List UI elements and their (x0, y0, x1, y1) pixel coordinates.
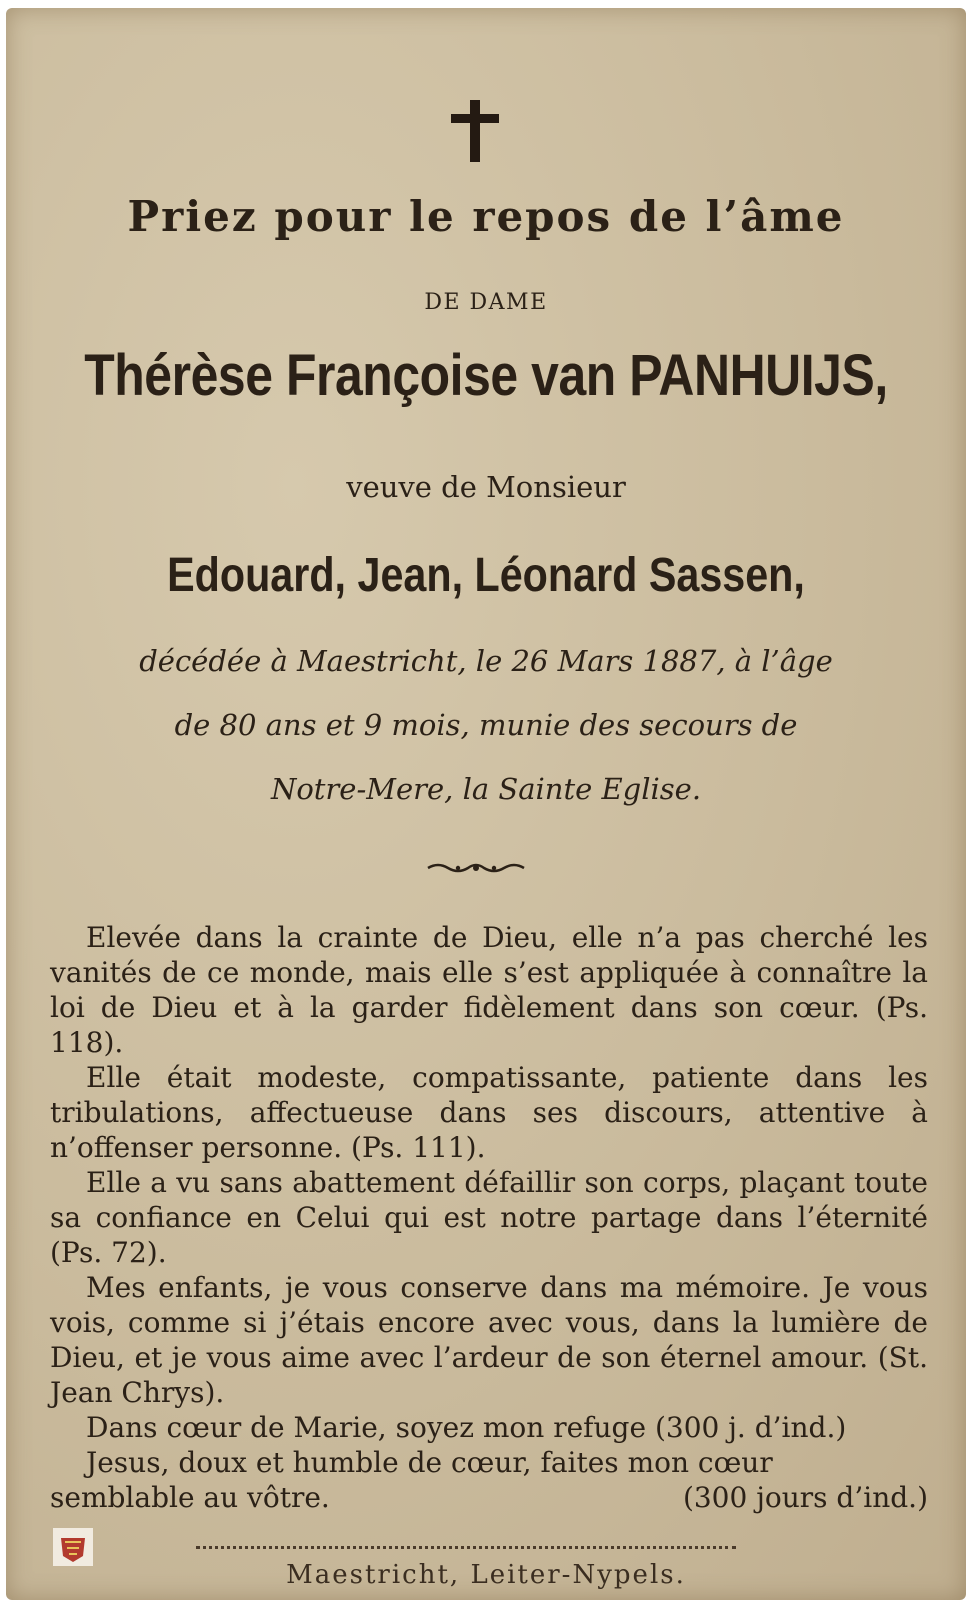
paragraph: Elle a vu sans abattement défaillir son corps, plaçant toute sa confiance en Celui qui est notre partage dans l’éternité (Ps. 72). (50, 1166, 928, 1269)
de-dame-label: DE DAME (424, 290, 548, 315)
deceased-name: Thérèse Françoise van PANHUIJS, (84, 343, 888, 408)
death-line-1: décédée à Maestricht, le 26 Mars 1887, à l’âge (139, 644, 833, 678)
final-line (50, 1480, 928, 1515)
paragraph: Jesus, doux et humble de cœur, faites mon cœur (86, 1446, 773, 1479)
widow-label: veuve de Monsieur (346, 470, 626, 504)
final-line-left: semblable au vôtre. (50, 1481, 330, 1514)
final-line-right: (300 jours d’ind.) (682, 1481, 928, 1514)
paragraph: Dans cœur de Marie, soyez mon refuge (300 j. d’ind.) (86, 1411, 847, 1444)
archive-stamp-icon (53, 1528, 93, 1566)
ornament-divider-icon (426, 858, 526, 878)
memorial-card (6, 8, 966, 1600)
death-line-2: de 80 ans et 9 mois, munie des secours de (174, 708, 798, 742)
prayer-heading: Priez pour le repos de l’âme (127, 192, 845, 241)
death-line-3: Notre-Mere, la Sainte Eglise. (270, 772, 702, 806)
husband-name: Edouard, Jean, Léonard Sassen, (167, 549, 805, 602)
cross-icon (451, 100, 499, 162)
printer-imprint: Maestricht, Leiter-Nypels. (286, 1560, 686, 1590)
paragraph: Mes enfants, je vous conserve dans ma mémoire. Je vous vois, comme si j’étais encore avec vous, dans la lumière de Dieu, et je vous aime avec l’ardeur de son éternel amour. (St. Jean Chrys). (50, 1271, 928, 1409)
paragraph: Elevée dans la crainte de Dieu, elle n’a pas cherché les vanités de ce monde, mais elle s’est appliquée à connaître la loi de Dieu et à la garder fidèlement dans son cœur. (Ps. 118). (50, 921, 928, 1059)
memorial-text (50, 920, 928, 1515)
paragraph: Elle était modeste, compatissante, patiente dans les tribulations, affectueuse dans ses discours, attentive à n’offenser personne. (Ps. 111). (50, 1061, 928, 1164)
dotted-divider (196, 1546, 736, 1549)
